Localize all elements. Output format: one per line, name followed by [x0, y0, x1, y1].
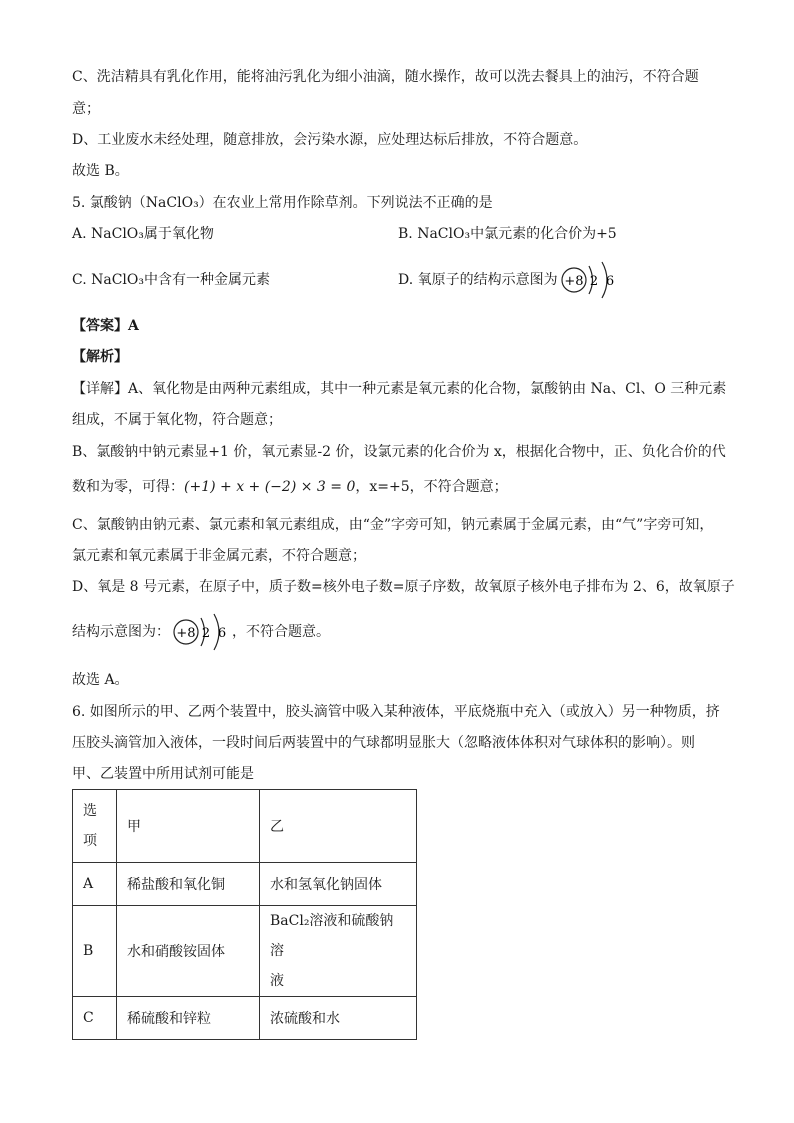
atom-nucleus-charge: +8 — [564, 274, 584, 289]
oxygen-atom-diagram-2 — [170, 610, 232, 654]
table-row: B 水和硝酸铵固体 BaCl₂溶液和硫酸钠溶 液 — [73, 906, 417, 997]
line-c-cont-1: C、洗洁精具有乳化作用，能将油污乳化为细小油滴，随水操作，故可以洗去餐具上的油污，不符合题 — [72, 69, 699, 85]
atom-shell-1: 2 — [201, 626, 211, 641]
question-5-option-a: A. NaClO₃属于氧化物 — [72, 226, 214, 242]
question-6-line-1: 6. 如图所示的甲、乙两个装置中，胶头滴管中吸入某种液体，平底烧瓶中充入（或放入）另一种物质，挤 — [72, 704, 720, 720]
question-5-option-c: C. NaClO₃中含有一种金属元素 — [72, 272, 270, 288]
line-d-cont: D、工业废水未经处理，随意排放，会污染水源，应处理达标后排放，不符合题意。 — [72, 132, 588, 148]
line-select-a: 故选 A。 — [72, 672, 129, 688]
detail-line-1: 【详解】A、氧化物是由两种元素组成，其中一种元素是氧元素的化合物，氯酸钠由 Na、Cl、O 三种元素 — [72, 381, 727, 397]
line-select-prev: 故选 B。 — [72, 163, 129, 179]
detail-line-8: 结构示意图为： +8 2 6 ，不符合题意。 — [72, 610, 330, 654]
option-d-text: D. 氧原子的结构示意图为 — [398, 272, 558, 288]
table-row: A 稀盐酸和氧化铜 水和氢氧化钠固体 — [73, 863, 417, 906]
atom-shell-2: 6 — [217, 626, 227, 641]
header-jia: 甲 — [117, 790, 260, 863]
table-header-row — [73, 790, 417, 863]
atom-nucleus-charge: +8 — [176, 626, 196, 641]
question-5-option-d — [398, 258, 620, 302]
analysis-label: 【解析】 — [72, 349, 128, 365]
header-yi: 乙 — [260, 790, 417, 863]
question-6-line-3: 甲、乙装置中所用试剂可能是 — [72, 766, 254, 782]
options-table — [72, 789, 417, 1040]
question-6-line-2: 压胶头滴管加入液体，一段时间后两装置中的气球都明显胀大（忽略液体体积对气球体积的影响）。则 — [72, 735, 695, 751]
oxygen-atom-diagram — [558, 258, 620, 302]
detail-line-3: B、氯酸钠中钠元素显+1 价，氧元素显-2 价，设氯元素的化合价为 x，根据化合物中，正、负化合价的代 — [72, 444, 726, 460]
valence-equation: (+1) + x + (−2) × 3 = 0 — [184, 479, 356, 495]
question-5-option-b: B. NaClO₃中氯元素的化合价为+5 — [398, 226, 617, 242]
table-row: C 稀硫酸和锌粒 浓硫酸和水 — [73, 997, 417, 1040]
detail-line-7: D、氧是 8 号元素，在原子中，质子数=核外电子数=原子序数，故氧原子核外电子排布为 2、6，故氧原子 — [72, 579, 735, 595]
header-option: 选 项 — [73, 790, 117, 863]
detail-line-4: 数和为零，可得：(+1) + x + (−2) × 3 = 0，x=+5，不符合题意； — [72, 479, 508, 495]
atom-shell-2: 6 — [605, 274, 614, 289]
line-c-cont-2: 意； — [72, 101, 100, 117]
detail-line-6: 氯元素和氧元素属于非金属元素，不符合题意； — [72, 548, 366, 564]
atom-shell-1: 2 — [589, 274, 598, 289]
question-5-stem: 5. 氯酸钠（NaClO₃）在农业上常用作除草剂。下列说法不正确的是 — [72, 195, 493, 211]
detail-line-2: 组成，不属于氧化物，符合题意； — [72, 412, 282, 428]
detail-line-5: C、氯酸钠由钠元素、氯元素和氧元素组成，由“金”字旁可知，钠元素属于金属元素，由“气”字旁可知， — [72, 517, 714, 533]
answer-label: 【答案】A — [72, 318, 139, 334]
